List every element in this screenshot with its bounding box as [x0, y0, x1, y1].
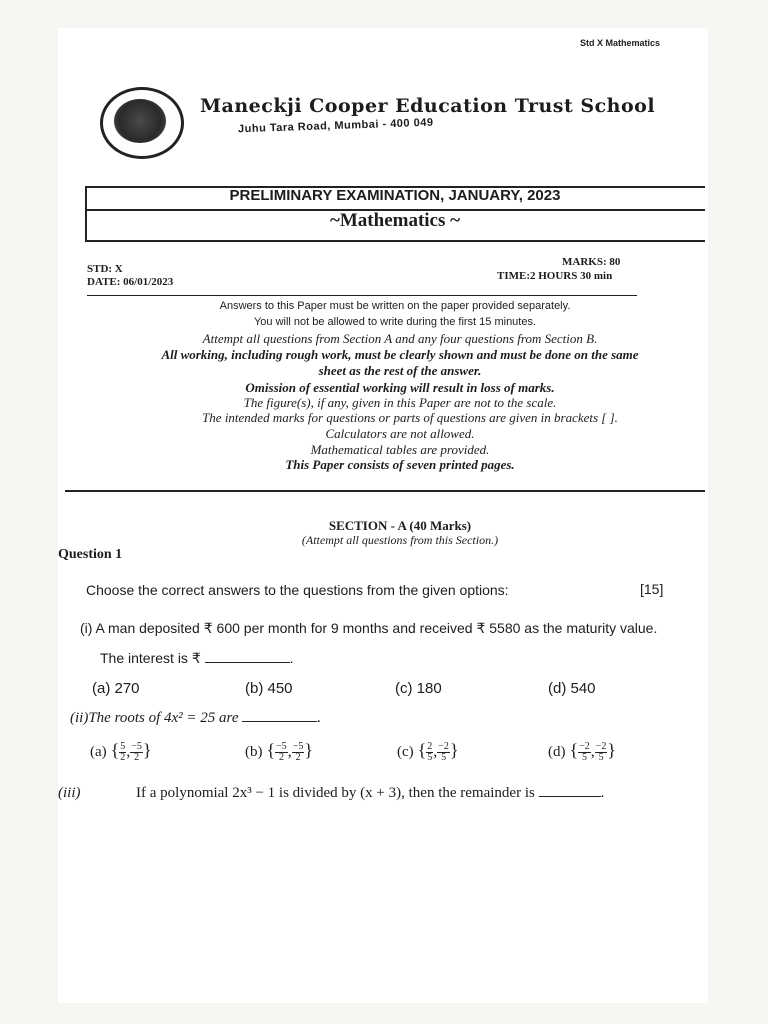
section-title: SECTION - A (40 Marks): [328, 518, 472, 533]
marks-label: MARKS: 80: [562, 256, 621, 268]
exam-paper: [58, 28, 708, 1003]
instruction-9: Calculators are not allowed.: [325, 426, 475, 441]
q2-option-a: (a) { $\frac{5}{2}$ , $\frac{-5}{2}$ }: [90, 740, 152, 763]
instruction-10: Mathematical tables are provided.: [310, 442, 490, 457]
q1-option-b: (b) 450: [245, 680, 293, 697]
header-tag: Std X Mathematics: [580, 38, 661, 48]
q1-option-a: (a) 270: [92, 680, 140, 697]
question-marks: [15]: [640, 581, 664, 597]
q1-option-d: (d) 540: [548, 680, 596, 697]
question-prompt: Choose the correct answers to the questions from the given options:: [86, 582, 509, 598]
q2-option-c: (c) { $\frac{2}{5}$ , $\frac{-2}{5}$ }: [397, 740, 459, 763]
std-label: STD: X: [87, 263, 123, 275]
instruction-11: This Paper consists of seven printed pages.: [285, 457, 515, 472]
instruction-5: sheet as the rest of the answer.: [318, 363, 482, 378]
instruction-4: All working, including rough work, must be clearly shown and must be done on the same: [161, 347, 639, 362]
instruction-6: Omission of essential working will result in loss of marks.: [245, 380, 555, 395]
q3-label: (iii): [58, 785, 81, 801]
instruction-3: Attempt all questions from Section A and any four questions from Section B.: [202, 331, 598, 346]
title-box-left: [85, 186, 87, 241]
instructions-divider: [65, 490, 705, 492]
section-subtitle: (Attempt all questions from this Section.): [301, 533, 499, 547]
date-label: DATE: 06/01/2023: [87, 276, 174, 288]
q2-option-d: (d) { $\frac{-2}{5}$ , $\frac{-2}{5}$ }: [548, 740, 617, 763]
instruction-2: You will not be allowed to write during the first 15 minutes.: [253, 316, 537, 328]
question-label: Question 1: [58, 547, 123, 562]
instruction-1: Answers to this Paper must be written on the paper provided separately.: [219, 300, 571, 312]
q2-option-b: (b) { $\frac{-5}{2}$ , $\frac{-5}{2}$ }: [245, 740, 314, 763]
exam-subject: ~Mathematics ~: [329, 210, 461, 231]
q3-text: If a polynomial 2x³ − 1 is divided by (x + 3), then the remainder is .: [136, 785, 605, 801]
instruction-7: The figure(s), if any, given in this Paper are not to the scale.: [243, 395, 557, 410]
school-name: Maneckji Cooper Education Trust School: [200, 95, 656, 117]
time-label: TIME:2 HOURS 30 min: [497, 270, 613, 282]
school-logo: [100, 87, 184, 159]
q1-text: (i) A man deposited ₹ 600 per month for 9 months and received ₹ 5580 as the maturity value.: [80, 620, 658, 636]
instruction-8: The intended marks for questions or parts of questions are given in brackets [ ].: [202, 410, 618, 425]
school-address: Juhu Tara Road, Mumbai - 400 049: [237, 116, 434, 136]
exam-title: PRELIMINARY EXAMINATION, JANUARY, 2023: [229, 187, 561, 204]
q2-text: (ii)The roots of 4x² = 25 are .: [70, 710, 321, 726]
info-divider: [87, 295, 637, 296]
title-box-bottom: [85, 240, 705, 242]
q1-option-c: (c) 180: [395, 680, 442, 697]
q1-line2: The interest is ₹ .: [100, 650, 294, 666]
